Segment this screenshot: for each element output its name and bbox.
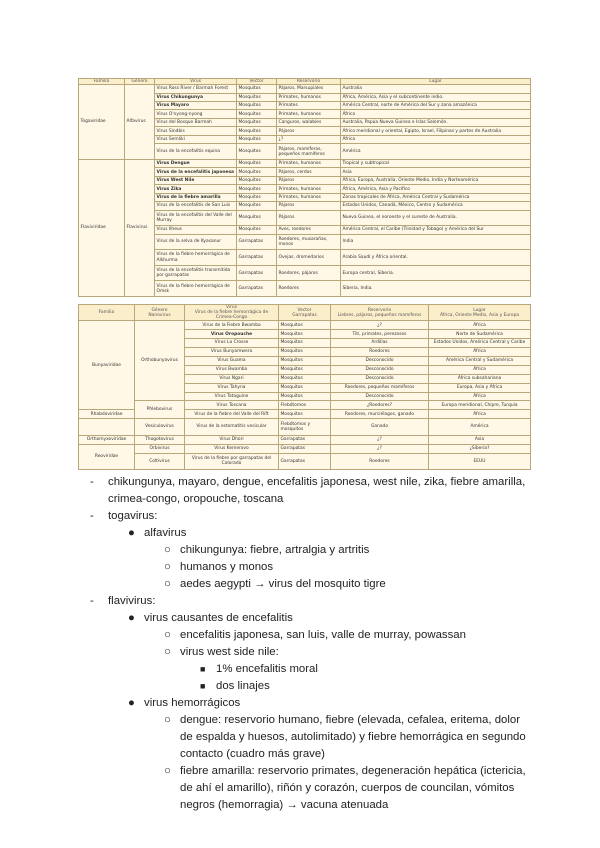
place-cell: EEUU [429, 453, 531, 469]
place-cell: África subsahariana [429, 374, 531, 383]
reservoir-cell: Pájaros, mamíferos, pequeños mamíferos [277, 144, 341, 160]
reservoir-cell: Roedores, musarañas, monos [277, 234, 341, 250]
family-cell-rhabdoviridae: Rhabdoviridae [79, 410, 135, 419]
vector-cell: Garrapatas [279, 453, 331, 469]
note-line: virus causantes de encefalitis [144, 612, 293, 624]
place-cell: Zonas tropicales de África, América Central y Sudamérica [341, 193, 531, 201]
place-cell: África [429, 347, 531, 356]
reservoir-cell: Roedores [331, 347, 429, 356]
note-line: fiebre amarilla: reservorio primates, degeneración hepática (ictericia, [180, 765, 526, 777]
circle-bullet-icon: ○ [164, 578, 171, 590]
vector-cell: Mosquitos [237, 185, 277, 193]
place-cell: Siberia, India. [341, 281, 531, 297]
arbovirus-table-bunyaviridae-others [78, 304, 531, 470]
vector-cell: Mosquitos [237, 127, 277, 135]
header-sub: Nairovirus [148, 312, 171, 318]
reservoir-cell: Tití, primates, perezosos [331, 330, 429, 339]
note-line: chikungunya, mayaro, dengue, encefalitis japonesa, west nile, zika, fiebre amarilla, [108, 476, 526, 488]
table-row [79, 419, 531, 435]
family-cell-empty [79, 419, 135, 435]
vector-cell: Garrapatas [279, 435, 331, 444]
vector-cell: Mosquitos [237, 93, 277, 101]
reservoir-cell: Desconocido [331, 365, 429, 374]
header-familia: Familia [79, 79, 125, 85]
table-row [79, 435, 531, 444]
virus-cell: Virus del Bosque Barmah [155, 118, 237, 126]
place-cell: Estados Unidos, América Central y Caribe [429, 339, 531, 348]
header-virus: Virus [155, 79, 237, 85]
place-cell: Europa meridional, Chipre, Turquía [429, 401, 531, 410]
reservoir-cell: Roedores, pequeños mamíferos [331, 383, 429, 392]
vector-cell: Garrapatas [237, 265, 277, 281]
virus-cell: Virus Guama [185, 356, 279, 365]
note-line: encefalitis japonesa, san luis, valle de murray, powassan [180, 629, 466, 641]
arbovirus-table-togaviridae-flaviviridae [78, 78, 531, 297]
disc-bullet-icon: ● [128, 612, 135, 624]
header-main: Familia [98, 310, 115, 316]
virus-cell: Virus de la fiebre por garrapatas del Colorado [185, 453, 279, 469]
virus-cell: Virus de la fiebre hemorrágica de Omsk [155, 281, 237, 297]
place-cell: África, Europa, Australia, Oriente Medio, India y Norteamérica [341, 176, 531, 184]
reservoir-cell: Desconocido [331, 374, 429, 383]
header-vector [279, 305, 331, 321]
virus-cell: Virus Dhori [185, 435, 279, 444]
dash-bullet-icon: - [90, 510, 94, 522]
vector-cell: Flebótomos [279, 401, 331, 410]
place-cell: Australia, Papúa Nueva Guinea e Islas Salomón. [341, 118, 531, 126]
vector-cell: Mosquitos [279, 365, 331, 374]
place-cell: Tropical y subtropical [341, 159, 531, 167]
note-line: flavivirus: [108, 595, 156, 607]
note-line: 1% encefalitis moral [216, 663, 318, 675]
header-genero: Género [125, 79, 155, 85]
vector-cell: Mosquitos [279, 374, 331, 383]
vector-cell: Mosquitos [237, 144, 277, 160]
virus-cell: Virus de la encefalitis de San Luis [155, 202, 237, 210]
place-cell: África [341, 135, 531, 143]
virus-cell: Virus Oropouche [185, 330, 279, 339]
reservoir-cell: Roedores, murciélagos, ganado [331, 410, 429, 419]
reservoir-cell: Ovejas, dromedarios [277, 250, 341, 266]
vector-cell: Mosquitos [279, 339, 331, 348]
note-line: virus hemorrágicos [144, 697, 241, 709]
virus-cell: Virus de la selva de Kyasanur [155, 234, 237, 250]
vector-cell: Mosquitos [279, 383, 331, 392]
virus-cell: Virus Ilheus [155, 226, 237, 234]
header-sub: Garrapatas [292, 312, 317, 318]
header-lugar: Lugar [341, 79, 531, 85]
table-row [79, 321, 531, 330]
circle-bullet-icon: ○ [164, 544, 171, 556]
genus-cell-coltivirus: Coltivirus [135, 453, 185, 469]
virus-cell: Virus de la encefalitis japonesa [155, 168, 237, 176]
reservoir-cell: Primates [277, 102, 341, 110]
virus-cell: Virus Semliki [155, 135, 237, 143]
reservoir-cell: ¿? [277, 135, 341, 143]
genus-cell-alfavirus: Alfavirus [125, 85, 155, 160]
circle-bullet-icon: ○ [164, 561, 171, 573]
note-line: virus west side nile: [180, 646, 279, 658]
virus-cell: Virus Ross River / Barmah Forest [155, 85, 237, 93]
header-lugar [429, 305, 531, 321]
virus-cell: Virus Bwamba [185, 365, 279, 374]
header-sub: África, Oriente Medio, Asia y Europa [439, 312, 520, 318]
note-line: aedes aegypti → virus del mosquito tigre [180, 578, 386, 590]
reservoir-cell: Primates, humanos [277, 185, 341, 193]
virus-cell: Virus Zika [155, 185, 237, 193]
family-cell-togaviridae: Togaviridae [79, 85, 125, 160]
reservoir-cell: Primates, humanos [277, 110, 341, 118]
header-main: Virus [225, 305, 237, 310]
reservoir-cell: Pájaros [277, 202, 341, 210]
vector-cell: Mosquitos [237, 85, 277, 93]
vector-cell: Mosquitos [237, 135, 277, 143]
reservoir-cell: ¿? [331, 435, 429, 444]
table-row [79, 444, 531, 453]
reservoir-cell: Roedores, pájaros [277, 265, 341, 281]
vector-cell: Mosquitos [237, 210, 277, 226]
table-row [79, 159, 531, 167]
square-bullet-icon: ■ [200, 664, 206, 674]
genus-cell-orbivirus: Orbivirus [135, 444, 185, 453]
reservoir-cell: Roedores [277, 281, 341, 297]
table-row [79, 85, 531, 93]
place-cell: América [429, 419, 531, 435]
header-main: Lugar [473, 307, 486, 313]
place-cell: América Central, norte de América del Sur y zona amazónica [341, 102, 531, 110]
vector-cell: Garrapatas [237, 250, 277, 266]
family-cell-flaviviridae: Flaviviridae [79, 159, 125, 296]
reservoir-cell: Primates, humanos [277, 193, 341, 201]
reservoir-cell: Ardillas [331, 339, 429, 348]
table-row [79, 453, 531, 469]
virus-cell: Virus de la estomatitis vesicular [185, 419, 279, 435]
vector-cell: Mosquitos [279, 321, 331, 330]
virus-cell: Virus Mayaro [155, 102, 237, 110]
disc-bullet-icon: ● [128, 527, 135, 539]
genus-cell-orthobunyavirus: Orthobunyavirus [135, 321, 185, 401]
reservoir-cell: Ganado [331, 419, 429, 435]
note-line: chikungunya: fiebre, artralgia y artritis [180, 544, 370, 556]
vector-cell: Mosquitos [279, 356, 331, 365]
place-cell: África, América, Asia y el subcontinente indio. [341, 93, 531, 101]
reservoir-cell: Desconocido [331, 392, 429, 401]
vector-cell: Mosquitos [279, 410, 331, 419]
place-cell: América Central y Sudamérica [429, 356, 531, 365]
header-main: Vector [297, 307, 312, 313]
dash-bullet-icon: - [90, 476, 94, 488]
reservoir-cell: Primates, humanos [277, 159, 341, 167]
place-cell: África [429, 321, 531, 330]
reservoir-cell: Canguros, walabíes [277, 118, 341, 126]
virus-cell: Virus Toscana [185, 401, 279, 410]
header-virus [185, 305, 279, 321]
place-cell: África [429, 365, 531, 374]
vector-cell: Mosquitos [237, 176, 277, 184]
dash-bullet-icon: - [90, 595, 94, 607]
virus-cell: Virus de la fiebre del Valle del Rift [185, 410, 279, 419]
family-cell-orthomyxoviridae: Orthomyxoviridae [79, 435, 135, 444]
reservoir-cell: Pájaros, cerdos [277, 168, 341, 176]
genus-cell-phlebovirus: Phlebovirus [135, 401, 185, 419]
genus-cell-thogotovirus: Thogotovirus [135, 435, 185, 444]
virus-cell: Virus Ngari [185, 374, 279, 383]
place-cell: ¿Siberia? [429, 444, 531, 453]
place-cell: América Central, el Caribe (Trinidad y Tobago) y América del Sur [341, 226, 531, 234]
place-cell: Arabia Saudí y África oriental. [341, 250, 531, 266]
place-cell: Norte de Sudamérica [429, 330, 531, 339]
virus-cell: Virus Sindbis [155, 127, 237, 135]
reservoir-cell: Pájaros [277, 210, 341, 226]
family-cell-bunyaviridae: Bunyaviridae [79, 321, 135, 410]
virus-cell: Virus de la encefalitis del Valle del Murray [155, 210, 237, 226]
square-bullet-icon: ■ [200, 681, 206, 691]
reservoir-cell: Pájaros, Marsupiales [277, 85, 341, 93]
header-reservorio [331, 305, 429, 321]
reservoir-cell: ¿? [331, 444, 429, 453]
virus-cell: Virus de la encefalitis transmitida por garrapatas [155, 265, 237, 281]
reservoir-cell: Pájaros [277, 127, 341, 135]
vector-cell: Flebótomos y mosquitos [279, 419, 331, 435]
note-line: togavirus: [108, 510, 158, 522]
vector-cell: Garrapatas [237, 281, 277, 297]
reservoir-cell: ¿? [331, 321, 429, 330]
place-cell: África, América, Asia y Pacífico [341, 185, 531, 193]
vector-cell: Mosquitos [237, 102, 277, 110]
vector-cell: Garrapatas [279, 444, 331, 453]
vector-cell: Mosquitos [237, 118, 277, 126]
place-cell: Europa central, Siberia. [341, 265, 531, 281]
vector-cell: Mosquitos [237, 168, 277, 176]
virus-cell: Virus de la fiebre hemorrágica de Alkhurma [155, 250, 237, 266]
note-line: dos linajes [216, 680, 270, 692]
place-cell: África [429, 410, 531, 419]
virus-cell: Virus Tahyna [185, 383, 279, 392]
place-cell: Europa, Asia y África [429, 383, 531, 392]
vector-cell: Mosquitos [279, 330, 331, 339]
header-sub: Virus de la fiebre hemorrágica de Crimea-Congo [194, 310, 269, 321]
place-cell: Asia [429, 435, 531, 444]
virus-cell: Virus O'nyong-nyong [155, 110, 237, 118]
note-line: negros (hemorragia) → vacuna atenuada [180, 799, 389, 811]
virus-cell: Virus Kemerovo [185, 444, 279, 453]
table2-header-row [79, 305, 531, 321]
vector-cell: Mosquitos [237, 110, 277, 118]
circle-bullet-icon: ○ [164, 714, 171, 726]
family-cell-reoviridae: Reoviridae [79, 444, 135, 469]
table-row [79, 401, 531, 410]
note-line: de ahí el amarillo), riñón y corazón, cuerpos de councilan, vómitos [180, 782, 515, 794]
virus-cell: Virus Chikungunya [155, 93, 237, 101]
reservoir-cell: Roedores [331, 453, 429, 469]
virus-cell: Virus de la fiebre amarilla [155, 193, 237, 201]
reservoir-cell: ¿Roedores? [331, 401, 429, 410]
reservoir-cell: Pájaros [277, 176, 341, 184]
header-sub: Liebres, pájaros, pequeños mamíferos [337, 312, 422, 318]
disc-bullet-icon: ● [128, 697, 135, 709]
header-reservorio: Reservorio [277, 79, 341, 85]
vector-cell: Mosquitos [237, 202, 277, 210]
place-cell: Australia [341, 85, 531, 93]
virus-cell: Virus Dengue [155, 159, 237, 167]
genus-cell-vesiculovirus: Vesiculovirus [135, 419, 185, 435]
place-cell: India [341, 234, 531, 250]
genus-cell-flavivirus: Flavivirus [125, 159, 155, 296]
virus-cell: Virus Tataguine [185, 392, 279, 401]
virus-cell: Virus de la Fiebre Bwamba [185, 321, 279, 330]
header-main: Reservorio [367, 307, 392, 313]
place-cell: América [341, 144, 531, 160]
reservoir-cell: Primates, humanos [277, 93, 341, 101]
place-cell: Nueva Guinea, el noroeste y el sureste de Australia. [341, 210, 531, 226]
header-vector: Vector [237, 79, 277, 85]
virus-cell: Virus West Nile [155, 176, 237, 184]
vector-cell: Mosquitos [237, 193, 277, 201]
place-cell: Estados Unidos, Canadá, México, Centro y Sudamérica [341, 202, 531, 210]
virus-cell: Virus de la encefalitis equina [155, 144, 237, 160]
note-line: humanos y monos [180, 561, 274, 573]
vector-cell: Mosquitos [279, 347, 331, 356]
note-line: dengue: reservorio humano, fiebre (elevada, cefalea, eritema, dolor [180, 714, 521, 726]
header-main: Género [151, 307, 168, 313]
vector-cell: Garrapatas [237, 234, 277, 250]
header-genero [135, 305, 185, 321]
circle-bullet-icon: ○ [164, 765, 171, 777]
place-cell: Áfrico meridional y oriental, Egipto, Israel, Filipinas y partes de Australia [341, 127, 531, 135]
circle-bullet-icon: ○ [164, 646, 171, 658]
virus-cell: Virus Bunyamwera [185, 347, 279, 356]
vector-cell: Mosquitos [237, 159, 277, 167]
reservoir-cell: Desconocido [331, 356, 429, 365]
place-cell: Asia [341, 168, 531, 176]
circle-bullet-icon: ○ [164, 629, 171, 641]
place-cell: África [429, 392, 531, 401]
vector-cell: Mosquitos [279, 392, 331, 401]
place-cell: África [341, 110, 531, 118]
reservoir-cell: Aves, roedores [277, 226, 341, 234]
note-line: de espalda y huesos, autolimitado) y fiebre hemorrágica en segundo [180, 731, 526, 743]
note-line: contacto (cuadro más grave) [180, 748, 325, 760]
virus-cell: Virus La Crosse [185, 339, 279, 348]
vector-cell: Mosquitos [237, 226, 277, 234]
note-line: crimea-congo, oropouche, toscana [108, 493, 284, 505]
note-line: alfavirus [144, 527, 187, 539]
header-familia [79, 305, 135, 321]
